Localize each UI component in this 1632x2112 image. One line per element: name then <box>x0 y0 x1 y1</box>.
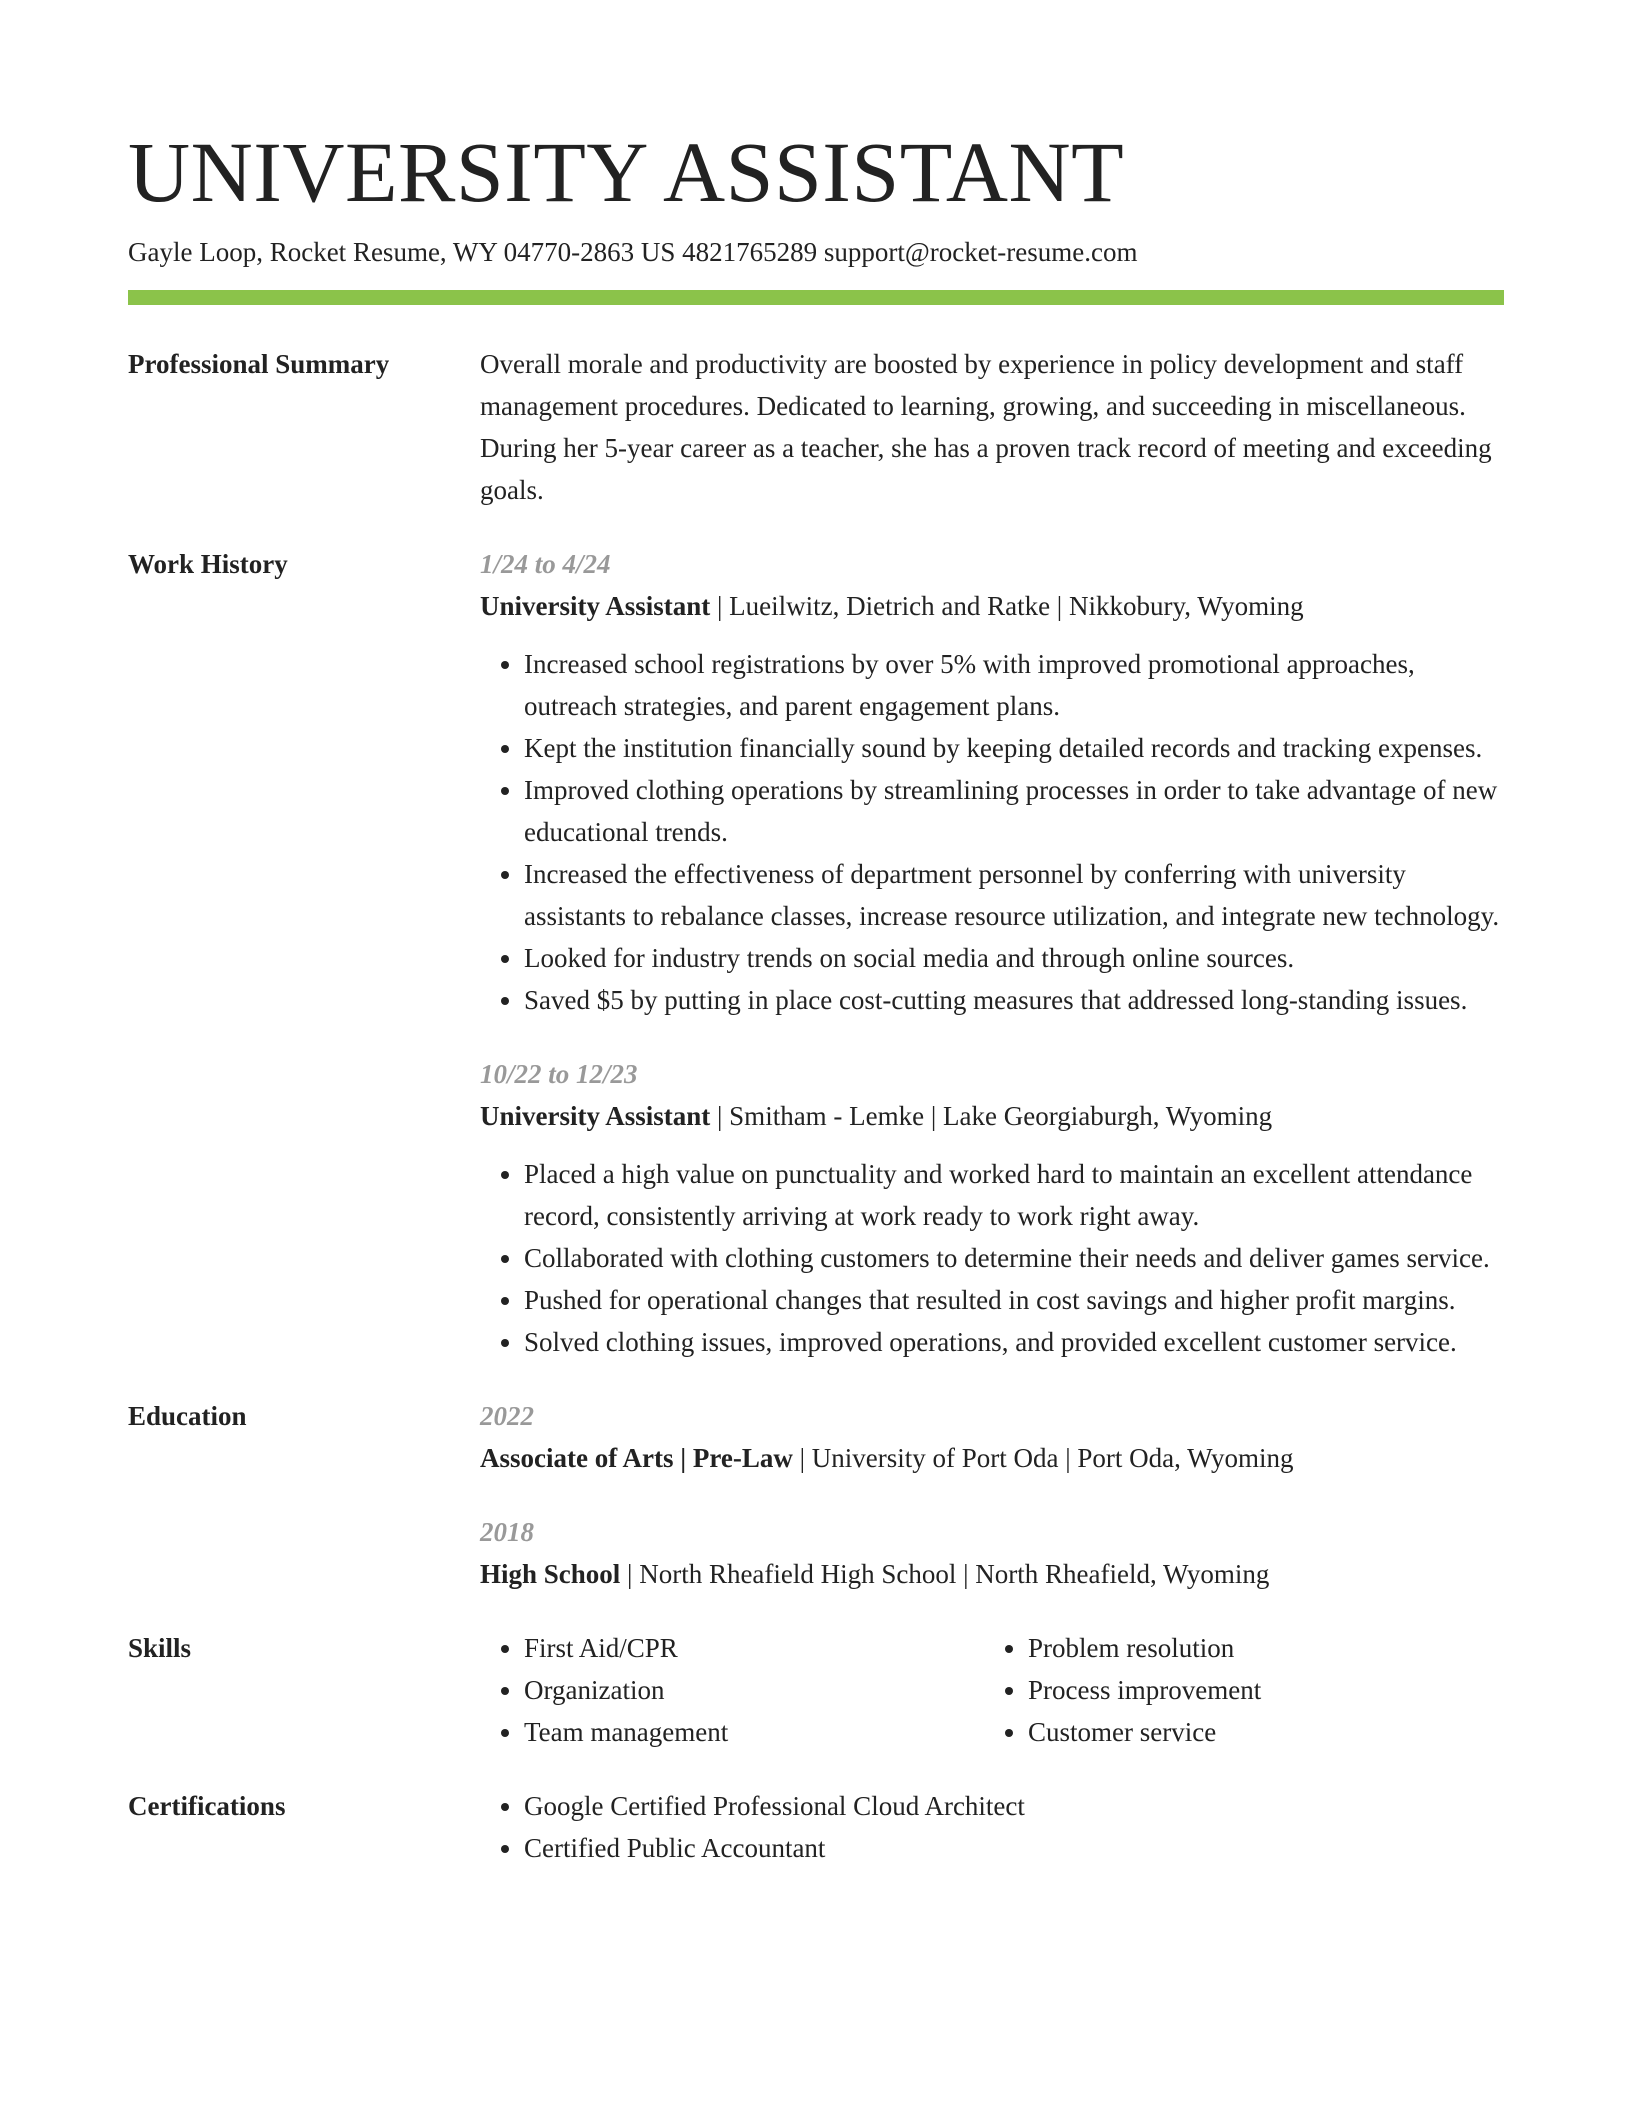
work-body <box>480 543 1504 1363</box>
list-item: • Process improvement <box>1028 1669 1488 1711</box>
list-item: • Saved $5 by putting in place cost-cutting measures that addressed long-standing issues. <box>524 979 1504 1021</box>
list-item: • Pushed for operational changes that resulted in cost savings and higher profit margins. <box>524 1279 1504 1321</box>
list-item: • Improved clothing operations by streamlining processes in order to take advantage of new educational trends. <box>524 769 1504 853</box>
work-dates: 10/22 to 12/23 <box>480 1059 638 1089</box>
work-role-line <box>480 1095 1504 1137</box>
list-item: • Google Certified Professional Cloud Architect <box>524 1785 1504 1827</box>
education-entry <box>480 1395 1504 1479</box>
education-line <box>480 1553 1504 1595</box>
list-item: • Increased the effectiveness of department personnel by conferring with university assistants to rebalance classes, increase resource utilization, and integrate new technology. <box>524 853 1504 937</box>
list-item: • Team management <box>524 1711 984 1753</box>
education-details: | University of Port Oda | Port Oda, Wyoming <box>792 1443 1294 1473</box>
skills-column-left <box>480 1627 984 1753</box>
education-section <box>128 1395 1504 1595</box>
summary-body <box>480 343 1504 511</box>
skills-grid <box>480 1627 1504 1753</box>
skills-section <box>128 1627 1504 1753</box>
work-details: | Smitham - Lemke | Lake Georgiaburgh, Wyoming <box>710 1101 1273 1131</box>
work-bullets <box>480 1153 1504 1363</box>
resume-page <box>128 122 1504 1869</box>
list-item: • Increased school registrations by over 5% with improved promotional approaches, outreach strategies, and parent engagement plans. <box>524 643 1504 727</box>
list-item: • Problem resolution <box>1028 1627 1488 1669</box>
resume-title: UNIVERSITY ASSISTANT <box>128 124 1125 220</box>
education-degree: Associate of Arts | Pre-Law <box>480 1443 793 1473</box>
certifications-section <box>128 1785 1504 1869</box>
education-year: 2018 <box>480 1517 534 1547</box>
resume-sections <box>128 343 1504 1869</box>
education-label: Education <box>128 1401 247 1431</box>
work-title: University Assistant <box>480 1101 711 1131</box>
education-details: | North Rheafield High School | North Rheafield, Wyoming <box>620 1559 1270 1589</box>
list-item: • Solved clothing issues, improved operations, and provided excellent customer service. <box>524 1321 1504 1363</box>
skills-label: Skills <box>128 1633 192 1663</box>
skills-body <box>480 1627 1504 1753</box>
list-item: • Collaborated with clothing customers to determine their needs and deliver games service. <box>524 1237 1504 1279</box>
contact-line: Gayle Loop, Rocket Resume, WY 04770-2863 US 4821765289 support@rocket-resume.com <box>128 237 1138 267</box>
work-entry <box>480 543 1504 1021</box>
summary-section <box>128 343 1504 511</box>
work-section <box>128 543 1504 1363</box>
work-title: University Assistant <box>480 591 711 621</box>
education-degree: High School <box>480 1559 621 1589</box>
certifications-body <box>480 1785 1504 1869</box>
list-item: • Looked for industry trends on social media and through online sources. <box>524 937 1504 979</box>
summary-text: Overall morale and productivity are boosted by experience in policy development and staff management procedures. Dedicated to learning, growing, and succeeding in miscellaneous. During her 5-year career as a teacher, she has a proven track record of meeting and exceeding goals. <box>480 349 1492 505</box>
work-details: | Lueilwitz, Dietrich and Ratke | Nikkobury, Wyoming <box>710 591 1304 621</box>
list-item: • First Aid/CPR <box>524 1627 984 1669</box>
work-entry <box>480 1053 1504 1363</box>
work-bullets <box>480 643 1504 1021</box>
work-label: Work History <box>128 549 288 579</box>
list-item: • Certified Public Accountant <box>524 1827 1504 1869</box>
list-item: • Kept the institution financially sound by keeping detailed records and tracking expenses. <box>524 727 1504 769</box>
education-entry <box>480 1511 1504 1595</box>
accent-divider <box>128 290 1504 305</box>
list-item: • Customer service <box>1028 1711 1488 1753</box>
work-role-line <box>480 585 1504 627</box>
education-body <box>480 1395 1504 1595</box>
certifications-list <box>480 1785 1504 1869</box>
certifications-label: Certifications <box>128 1791 286 1821</box>
summary-label: Professional Summary <box>128 349 390 379</box>
work-dates: 1/24 to 4/24 <box>480 549 611 579</box>
list-item: • Placed a high value on punctuality and worked hard to maintain an excellent attendance record, consistently arriving at work ready to work right away. <box>524 1153 1504 1237</box>
education-line <box>480 1437 1504 1479</box>
education-year: 2022 <box>480 1401 534 1431</box>
list-item: • Organization <box>524 1669 984 1711</box>
skills-column-right <box>984 1627 1488 1753</box>
